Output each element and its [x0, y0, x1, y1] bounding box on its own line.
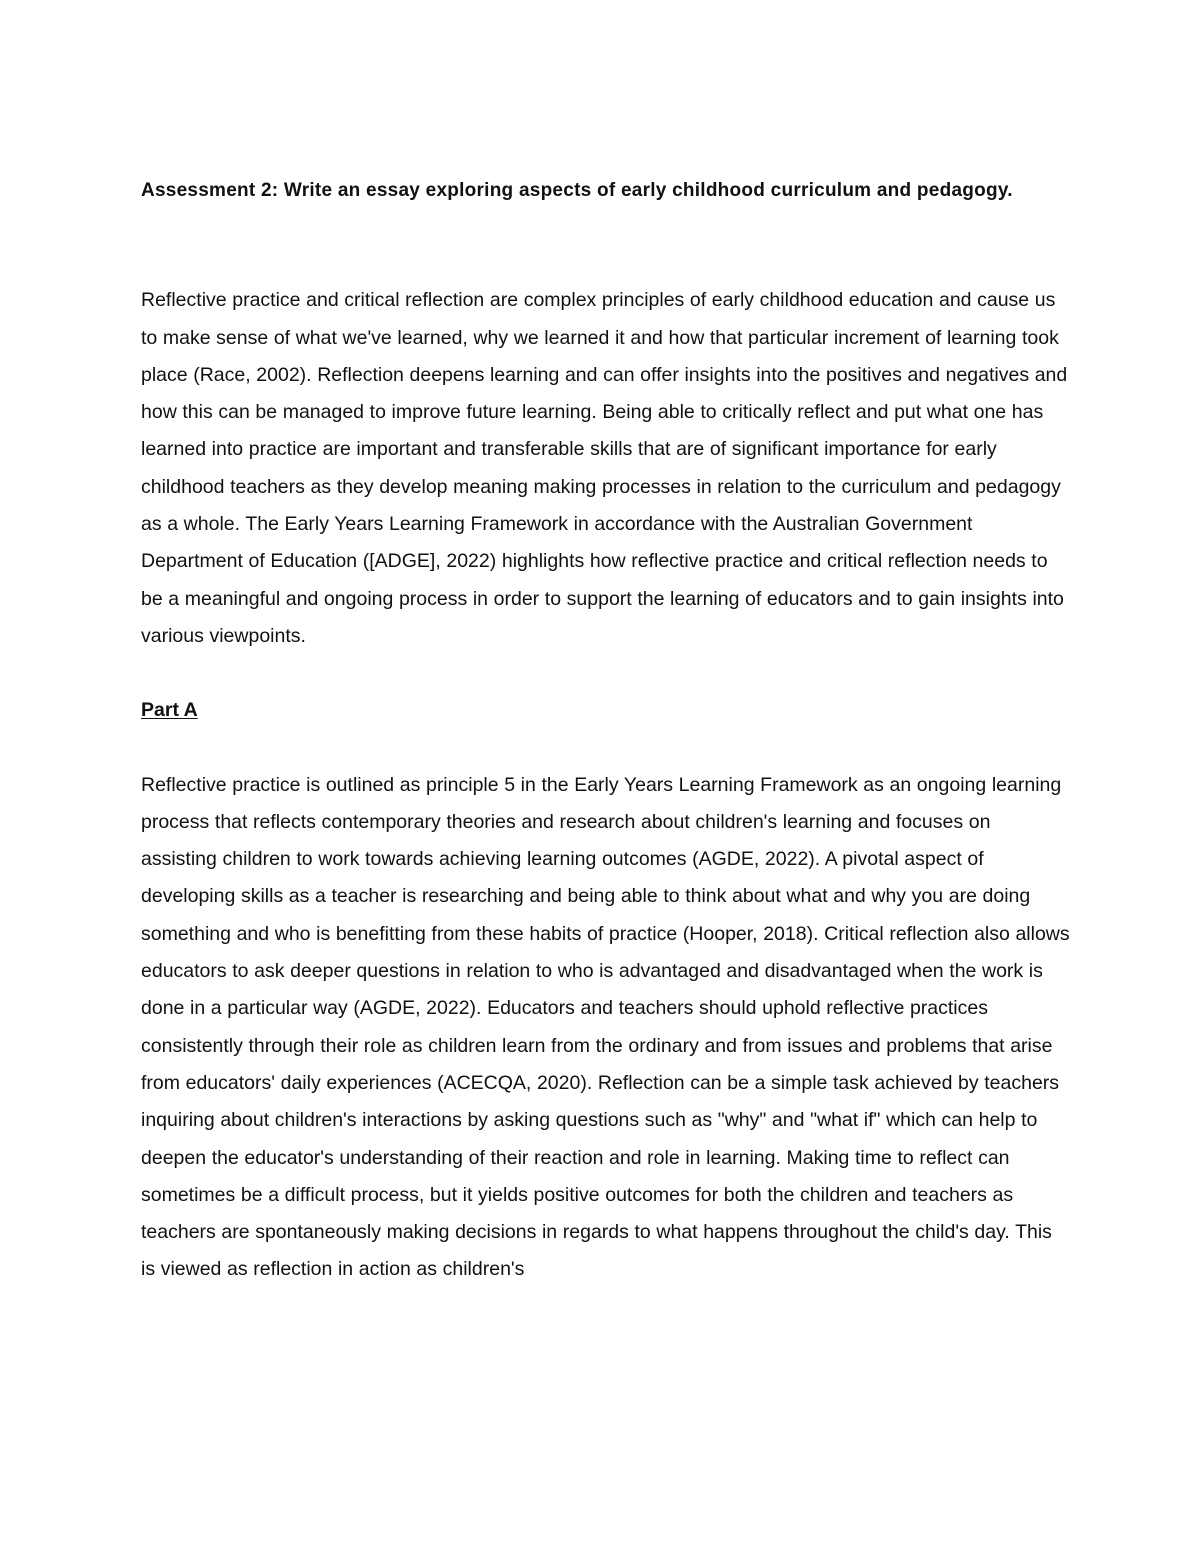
section-heading-part-a: Part A — [141, 699, 198, 722]
document-body — [141, 172, 1071, 1289]
intro-paragraph: Reflective practice and critical reflection are complex principles of early childhood education and cause us to make sense of what we've learned, why we learned it and how that particular increment of learning took place (Race, 2002). Reflection deepens learning and can offer insights into the positives and negatives and how this can be managed to improve future learning. Being able to critically reflect and put what one has learned into practice are important and transferable skills that are of significant importance for early childhood teachers as they develop meaning making processes in relation to the curriculum and pedagogy as a whole. The Early Years Learning Framework in accordance with the Australian Government Department of Education ([ADGE], 2022) highlights how reflective practice and critical reflection needs to be a meaningful and ongoing process in order to support the learning of educators and to gain insights into various viewpoints. — [141, 289, 1068, 647]
document-title: Assessment 2: Write an essay exploring aspects of early childhood curriculum and pedagogy. — [141, 180, 1013, 201]
part-a-paragraph: Reflective practice is outlined as principle 5 in the Early Years Learning Framework as an ongoing learning process that reflects contemporary theories and research about children's learning and focuses on assisting children to work towards achieving learning outcomes (AGDE, 2022). A pivotal aspect of developing skills as a teacher is researching and being able to think about what and why you are doing something and who is benefitting from these habits of practice (Hooper, 2018). Critical reflection also allows educators to ask deeper questions in relation to who is advantaged and disadvantaged when the work is done in a particular way (AGDE, 2022). Educators and teachers should uphold reflective practices consistently through their role as children learn from the ordinary and from issues and problems that arise from educators' daily experiences (ACECQA, 2020). Reflection can be a simple task achieved by teachers inquiring about children's interactions by asking questions such as "why" and "what if" which can help to deepen the educator's understanding of their reaction and role in learning. Making time to reflect can sometimes be a difficult process, but it yields positive outcomes for both the children and teachers as teachers are spontaneously making decisions in regards to what happens throughout the child's day. This is viewed as reflection in action as children's — [141, 773, 1070, 1281]
